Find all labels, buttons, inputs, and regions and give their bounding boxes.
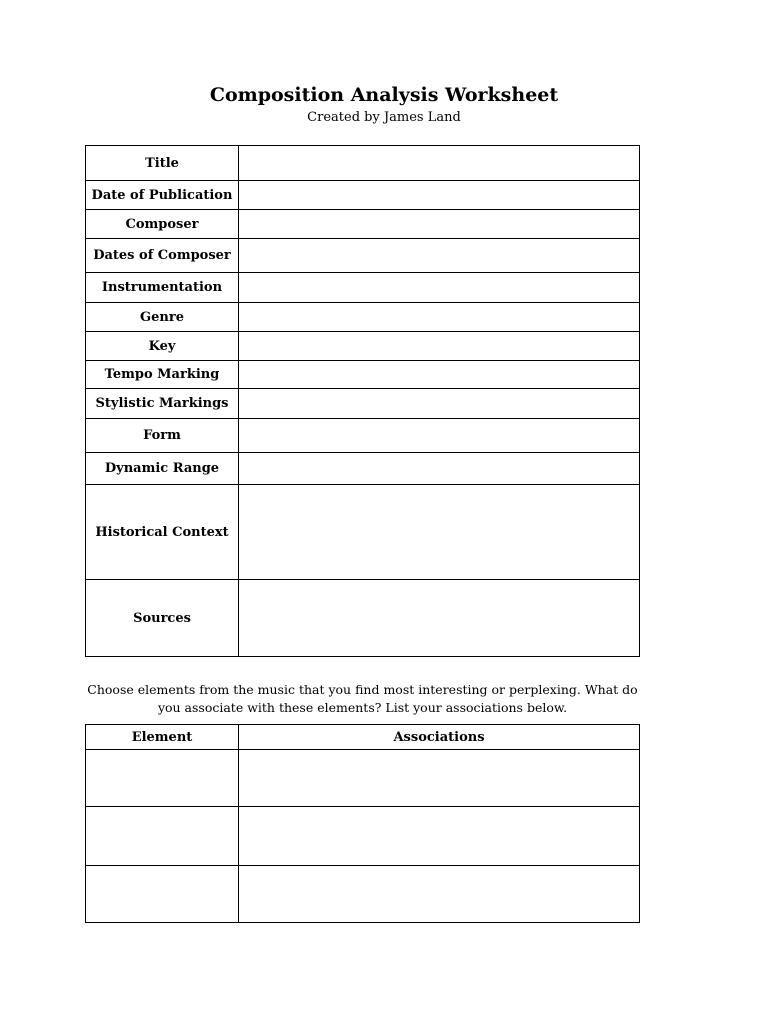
row-value-field[interactable] xyxy=(239,303,640,332)
row-value-field[interactable] xyxy=(239,485,640,580)
row-value-field[interactable] xyxy=(239,181,640,210)
row-label: Sources xyxy=(86,580,239,657)
row-value-field[interactable] xyxy=(239,210,640,239)
row-value-field[interactable] xyxy=(239,580,640,657)
table-row xyxy=(86,146,640,181)
table-header-row xyxy=(86,725,640,750)
row-label: Form xyxy=(86,419,239,453)
associations-field[interactable] xyxy=(239,807,640,866)
table-row xyxy=(86,580,640,657)
associations-column-header: Associations xyxy=(239,725,640,750)
table-row xyxy=(86,181,640,210)
table-row xyxy=(86,453,640,485)
row-label: Composer xyxy=(86,210,239,239)
table-row xyxy=(86,303,640,332)
table-row xyxy=(86,807,640,866)
element-field[interactable] xyxy=(86,807,239,866)
associations-prompt: Choose elements from the music that you find most interesting or perplexing. What do you associate with these elements? List your associations below. xyxy=(87,682,638,715)
row-label: Historical Context xyxy=(86,485,239,580)
element-column-header: Element xyxy=(86,725,239,750)
table-row xyxy=(86,332,640,361)
row-label: Tempo Marking xyxy=(86,361,239,389)
element-field[interactable] xyxy=(86,866,239,923)
row-label: Title xyxy=(86,146,239,181)
element-field[interactable] xyxy=(86,750,239,807)
row-value-field[interactable] xyxy=(239,239,640,273)
row-value-field[interactable] xyxy=(239,389,640,419)
row-label: Date of Publication xyxy=(86,181,239,210)
table-row xyxy=(86,866,640,923)
table-row xyxy=(86,273,640,303)
row-value-field[interactable] xyxy=(239,453,640,485)
table-row xyxy=(86,361,640,389)
row-label: Genre xyxy=(86,303,239,332)
row-value-field[interactable] xyxy=(239,361,640,389)
row-label: Dynamic Range xyxy=(86,453,239,485)
row-label: Stylistic Markings xyxy=(86,389,239,419)
row-label: Key xyxy=(86,332,239,361)
row-value-field[interactable] xyxy=(239,273,640,303)
composition-info-table xyxy=(85,145,640,657)
row-label: Instrumentation xyxy=(86,273,239,303)
table-row xyxy=(86,210,640,239)
table-row xyxy=(86,419,640,453)
table-row xyxy=(86,389,640,419)
table-row xyxy=(86,239,640,273)
row-value-field[interactable] xyxy=(239,332,640,361)
associations-field[interactable] xyxy=(239,750,640,807)
row-value-field[interactable] xyxy=(239,146,640,181)
worksheet-subtitle: Created by James Land xyxy=(307,110,461,125)
associations-table xyxy=(85,724,640,923)
row-label: Dates of Composer xyxy=(86,239,239,273)
worksheet-title: Composition Analysis Worksheet xyxy=(209,84,559,106)
associations-field[interactable] xyxy=(239,866,640,923)
table-row xyxy=(86,485,640,580)
row-value-field[interactable] xyxy=(239,419,640,453)
table-row xyxy=(86,750,640,807)
